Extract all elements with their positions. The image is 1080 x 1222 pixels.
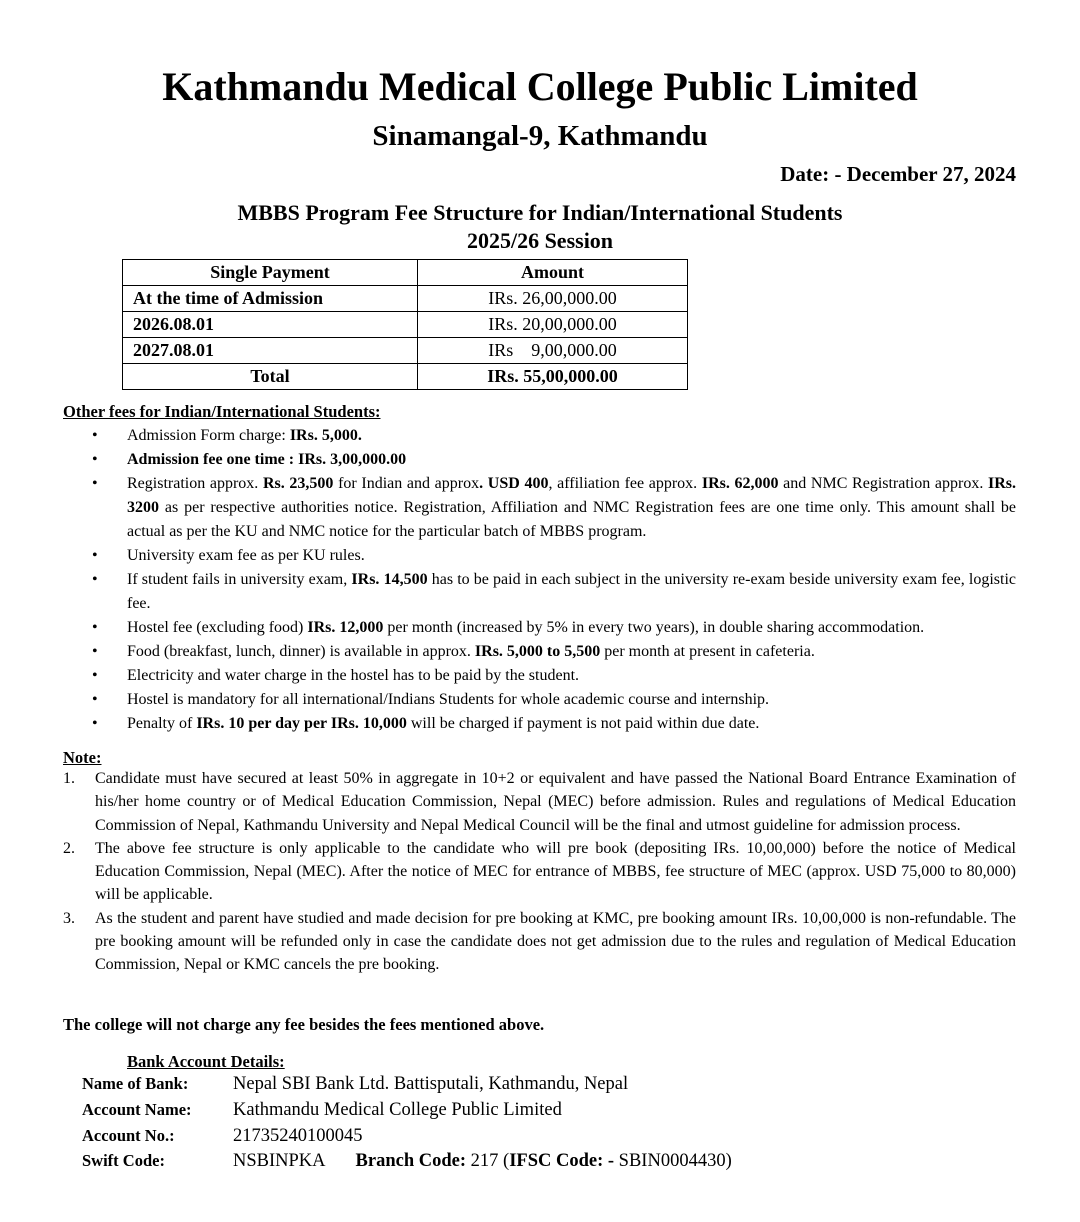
account-no-value: 21735240100045 [233, 1126, 363, 1146]
other-fee-text: IRs. 12,000 [307, 619, 384, 636]
bullet-icon: • [92, 571, 98, 588]
total-amount: IRs. 55,00,000.00 [418, 364, 688, 390]
other-fee-text: Hostel is mandatory for all international/Indians Students for whole academic course and internship. [127, 691, 770, 708]
bullet-icon: • [92, 451, 98, 468]
other-fee-text: Rs. 23,500 [262, 475, 334, 492]
swift-code-value-line [233, 1148, 732, 1174]
other-fee-item [63, 616, 1016, 640]
table-row [123, 286, 688, 312]
other-fee-text: . USD 400 [479, 475, 549, 492]
other-fee-text: per month at present in cafeteria. [600, 643, 815, 660]
bullet-icon: • [92, 667, 98, 684]
ifsc-code-value: SBIN0004430) [614, 1151, 732, 1171]
other-fee-text: IRs. 62,000 [701, 475, 779, 492]
note-text: Candidate must have secured at least 50% in aggregate in 10+2 or equivalent and have passed the National Board Entrance Examination of his/her home country or of Medical Education Commission, Nepal (MEC) before admission. Rules and regulations of Medical Education Commission of Nepal, Kathmandu University and Nepal Medical Council will be the final and utmost guideline for admission process. [95, 770, 1016, 834]
other-fee-text: IRs. 5,000 to 5,500 [474, 643, 601, 660]
bullet-icon: • [92, 715, 98, 732]
row-amount: IRs 9,00,000.00 [418, 338, 688, 364]
bullet-icon: • [92, 475, 98, 492]
college-address: Sinamangal-9, Kathmandu [372, 120, 708, 152]
other-fee-item [63, 544, 1016, 568]
table-row [123, 338, 688, 364]
row-label: 2026.08.01 [123, 312, 418, 338]
table-row [123, 312, 688, 338]
other-fee-text: for Indian and approx [333, 475, 480, 492]
other-fee-item [63, 448, 1016, 472]
bullet-icon: • [92, 427, 98, 444]
other-fee-text: Food (breakfast, lunch, dinner) is available in approx. [127, 643, 475, 660]
branch-code-label: Branch Code: [355, 1151, 467, 1171]
other-fees-list [63, 424, 1016, 736]
other-fee-item [63, 472, 1016, 544]
header-single-payment: Single Payment [123, 260, 418, 286]
other-fees-heading: Other fees for Indian/International Students: [63, 402, 381, 421]
bullet-icon: • [92, 691, 98, 708]
bank-name-value: Nepal SBI Bank Ltd. Battisputali, Kathmandu, Nepal [233, 1074, 629, 1094]
account-name-value: Kathmandu Medical College Public Limited [233, 1100, 562, 1120]
note-item [63, 767, 1016, 837]
other-fee-text: IRs. 5,000. [289, 427, 362, 444]
header-amount: Amount [418, 260, 688, 286]
other-fee-item [63, 424, 1016, 448]
other-fee-text: Admission fee one time : IRs. 3,00,000.00 [127, 451, 407, 468]
account-name-label: Account Name: [82, 1100, 192, 1119]
account-no-label: Account No.: [82, 1126, 175, 1145]
other-fee-text: has to be paid in each subject in the university re-exam beside university exam fee, logistic fee. [127, 571, 1016, 612]
other-fee-item [63, 568, 1016, 616]
other-fee-text: IRs. 14,500 [351, 571, 428, 588]
swift-code-label: Swift Code: [82, 1151, 165, 1170]
document-date: Date: - December 27, 2024 [780, 162, 1016, 186]
other-fee-item [63, 688, 1016, 712]
note-item [63, 837, 1016, 907]
bank-name-label: Name of Bank: [82, 1074, 189, 1093]
row-label: At the time of Admission [123, 286, 418, 312]
total-label: Total [123, 364, 418, 390]
note-number: 1. [63, 770, 75, 787]
other-fee-text: IRs. 10 per day per IRs. 10,000 [196, 715, 407, 732]
ifsc-code-label: IFSC Code: - [509, 1151, 615, 1171]
bullet-icon: • [92, 643, 98, 660]
other-fee-text: per month (increased by 5% in every two years), in double sharing accommodation. [383, 619, 925, 636]
note-item [63, 907, 1016, 977]
note-number: 3. [63, 909, 75, 927]
other-fee-text: Admission Form charge: [127, 427, 290, 444]
other-fee-text: Hostel fee (excluding food) [127, 619, 308, 636]
other-fee-item [63, 640, 1016, 664]
other-fee-text: University exam fee as per KU rules. [127, 547, 365, 564]
final-note: The college will not charge any fee besides the fees mentioned above. [63, 1015, 545, 1034]
other-fee-text: If student fails in university exam, [127, 571, 352, 588]
other-fee-text: and NMC Registration approx. [778, 475, 989, 492]
row-amount: IRs. 26,00,000.00 [418, 286, 688, 312]
other-fee-text: will be charged if payment is not paid within due date. [406, 715, 760, 732]
fee-table-header [123, 260, 688, 286]
other-fee-item [63, 664, 1016, 688]
bank-heading: Bank Account Details: [127, 1052, 285, 1071]
branch-code-value: 217 ( [466, 1151, 510, 1171]
note-number: 2. [63, 839, 75, 857]
notes-heading: Note: [63, 748, 102, 767]
other-fee-text: Registration approx. [127, 475, 263, 492]
row-amount: IRs. 20,00,000.00 [418, 312, 688, 338]
other-fee-text: Penalty of [127, 715, 197, 732]
note-text: As the student and parent have studied and made decision for pre booking at KMC, pre booking amount IRs. 10,00,000 is non-refundable. The pre booking amount will be refunded only in case the candidate does not get admission due to the rules and regulation of Medical Education Commission, Nepal or KMC cancels the pre booking. [95, 909, 1016, 974]
other-fee-text: IRs. 3200 [127, 475, 1017, 516]
fee-table [122, 259, 688, 390]
swift-code-value: NSBINPKA [233, 1151, 326, 1171]
notes-list [63, 767, 1016, 977]
table-total-row [123, 364, 688, 390]
other-fee-text: , affiliation fee approx. [548, 475, 702, 492]
bullet-icon: • [92, 619, 98, 636]
college-title: Kathmandu Medical College Public Limited [162, 64, 918, 109]
other-fee-text: Electricity and water charge in the hostel has to be paid by the student. [127, 667, 580, 684]
note-text: The above fee structure is only applicable to the candidate who will pre book (depositing IRs. 10,00,000) before the notice of Medical Education Commission, Nepal (MEC). After the notice of MEC for entrance of MBBS, fee structure of MEC (approx. USD 75,000 to 80,000) will be applicable. [95, 839, 1016, 904]
program-title: MBBS Program Fee Structure for Indian/International Students [237, 200, 843, 225]
other-fee-text: as per respective authorities notice. Registration, Affiliation and NMC Registration fees are one time only. This amount shall be actual as per the KU and NMC notice for the particular batch of MBBS program. [127, 499, 1016, 540]
session-label: 2025/26 Session [466, 228, 614, 253]
other-fee-item [63, 712, 1016, 736]
row-label: 2027.08.01 [123, 338, 418, 364]
bullet-icon: • [92, 547, 98, 564]
